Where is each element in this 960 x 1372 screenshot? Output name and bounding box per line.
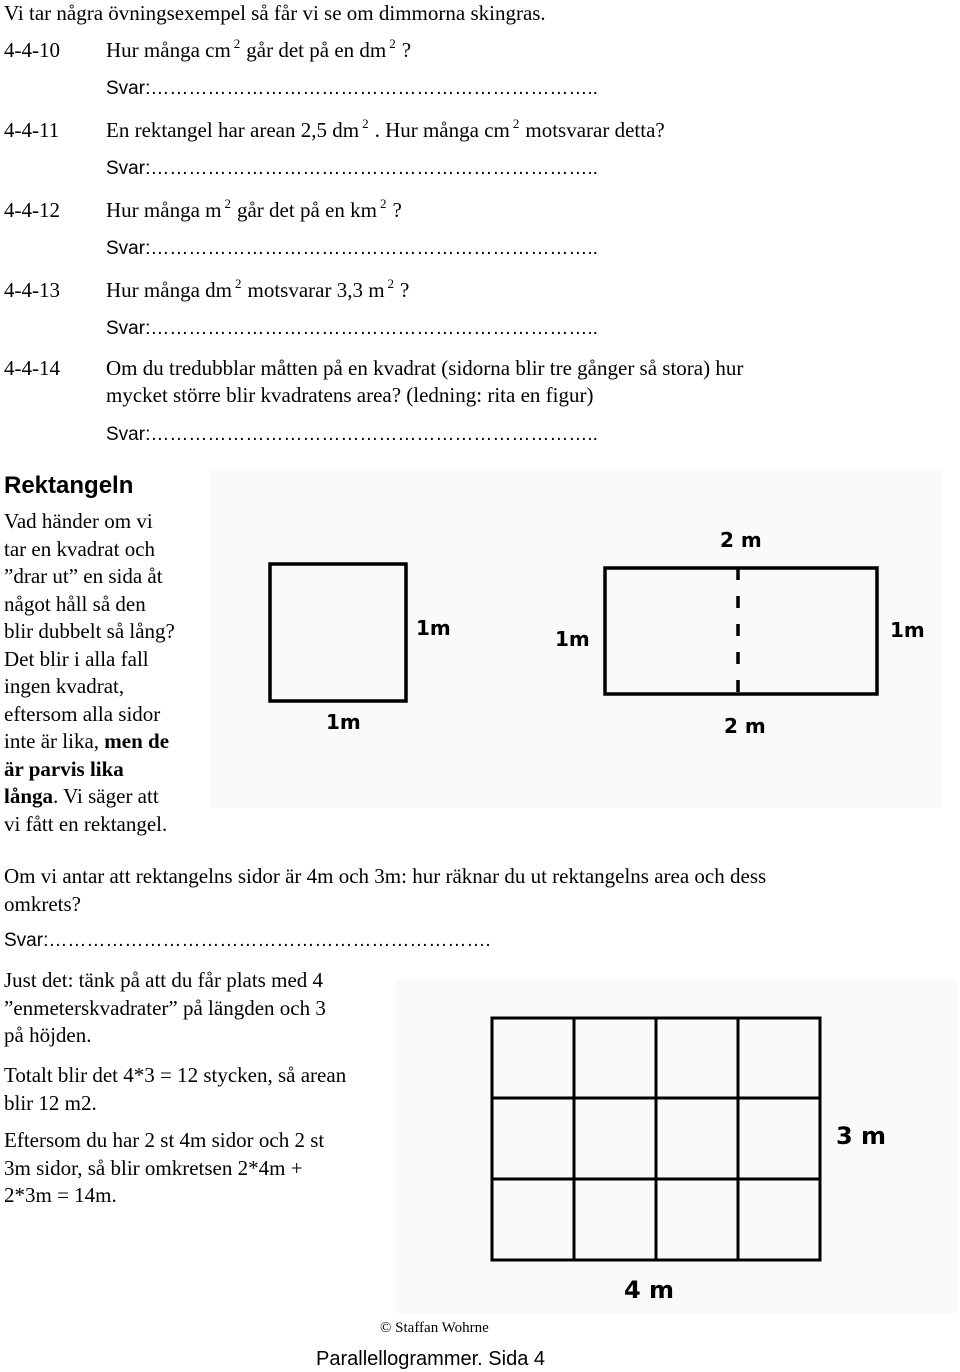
exercise-id: 4-4-10 xyxy=(4,38,60,62)
answer-line: Svar:…………………………………………………………….. xyxy=(106,424,598,445)
rectangle-top-label: 2 m xyxy=(720,528,762,552)
explanation-paragraph-1: Just det: tänk på att du får plats med 4 ”enmeterskvadrater” på längden och 3 på höjden. xyxy=(4,968,326,1047)
rectangle-shape xyxy=(605,568,877,694)
grid-bottom-label: 4 m xyxy=(624,1276,675,1304)
section-heading: Rektangeln xyxy=(4,472,134,499)
exercise-question-line2: mycket större blir kvadratens area? (ledning: rita en figur) xyxy=(106,383,594,407)
question-line2: omkrets? xyxy=(4,892,81,916)
question-line1: Om vi antar att rektangelns sidor är 4m och 3m: hur räknar du ut rektangelns area och dess xyxy=(4,864,767,888)
explanation-paragraph-2: Totalt blir det 4*3 = 12 stycken, så arean blir 12 m2. xyxy=(4,1063,347,1115)
exercise-id: 4-4-12 xyxy=(4,198,60,222)
answer-line: Svar:…………………………………………………………….. xyxy=(106,238,598,259)
square-rectangle-figure xyxy=(210,470,942,808)
exercise-question-line1: Om du tredubblar måtten på en kvadrat (sidorna blir tre gånger så stora) hur xyxy=(106,356,744,380)
rectangle-right-label: 1m xyxy=(890,618,925,642)
question-answer-line: Svar:……………………………………………………………. xyxy=(4,930,491,951)
footer-copyright: © Staffan Wohrne xyxy=(380,1320,489,1336)
explanation-paragraph-3: Eftersom du har 2 st 4m sidor och 2 st 3m sidor, så blir omkretsen 2*4m + 2*3m = 14m. xyxy=(4,1128,325,1207)
square-side-label: 1m xyxy=(416,616,451,640)
rectangle-bottom-label: 2 m xyxy=(724,714,766,738)
exercise-id: 4-4-13 xyxy=(4,278,60,302)
footer-page: Parallellogrammer. Sida 4 xyxy=(316,1348,545,1370)
answer-line: Svar:…………………………………………………………….. xyxy=(106,158,598,179)
answer-line: Svar:…………………………………………………………….. xyxy=(106,78,598,99)
square-shape xyxy=(270,564,406,701)
section-body: Vad händer om vi tar en kvadrat och ”drar ut” en sida åt något håll så den blir dubbelt så lång? Det blir i alla fall ingen kvadrat, eftersom alla sidor inte är lika, men de är parvis lika långa. Vi säger att vi fått en rektangel. xyxy=(4,509,175,836)
exercise-question: Hur många dm $^2$ motsvarar 3,3 m $^2$ ? xyxy=(106,276,410,302)
exercise-id: 4-4-14 xyxy=(4,356,60,380)
rectangle-left-label: 1m xyxy=(555,627,590,651)
square-bottom-label: 1m xyxy=(326,710,361,734)
exercise-question: En rektangel har arean 2,5 dm $^2$ . Hur många cm $^2$ motsvarar detta? xyxy=(106,116,665,142)
grid-side-label: 3 m xyxy=(836,1122,887,1150)
intro-text: Vi tar några övningsexempel så får vi se om dimmorna skingras. xyxy=(4,1,546,25)
exercise-id: 4-4-11 xyxy=(4,118,60,142)
exercise-question: Hur många cm $^2$ går det på en dm $^2$ ? xyxy=(106,36,412,62)
grid-figure xyxy=(396,980,958,1313)
answer-line: Svar:…………………………………………………………….. xyxy=(106,318,598,339)
exercise-question: Hur många m $^2$ går det på en km $^2$ ? xyxy=(106,196,402,222)
